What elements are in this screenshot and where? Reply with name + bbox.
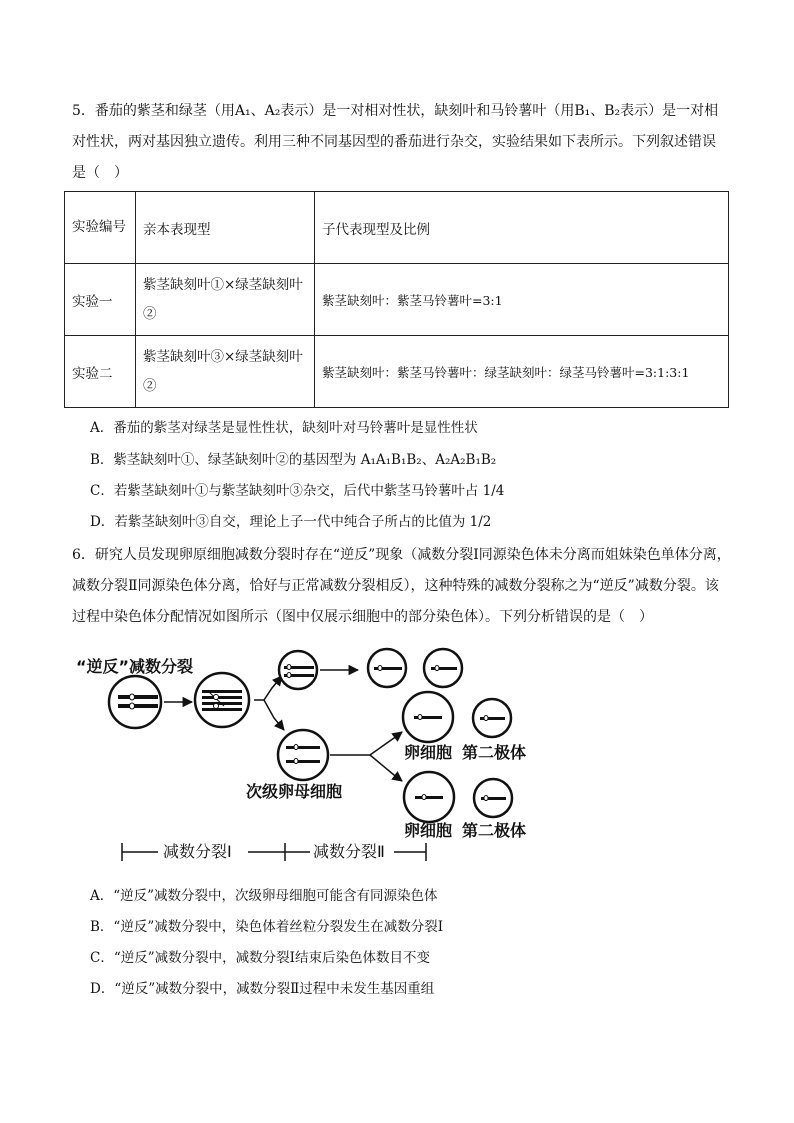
q5-table bbox=[64, 191, 729, 408]
egg-cell-1 bbox=[403, 692, 453, 742]
q5-stem-line1: 5．番茄的紫茎和绿茎（用A₁、A₂表示）是一对相对性状，缺刻叶和马铃薯叶（用B₁、B₂表示）是一对相 bbox=[72, 103, 719, 119]
q5-stem-line2: 对性状，两对基因独立遗传。利用三种不同基因型的番茄进行杂交，实验结果如下表所示。下列叙述错误 bbox=[72, 134, 716, 150]
figure-title: “逆反”减数分裂 bbox=[76, 657, 194, 676]
polar-body-daughter-1 bbox=[368, 649, 406, 687]
q6-option-c[interactable]: C．“逆反”减数分裂中，减数分裂Ⅰ结束后染色体数目不变 bbox=[90, 950, 430, 966]
primary-oocyte-cell bbox=[109, 676, 161, 728]
row1-parents: 紫茎缺刻叶①×绿茎缺刻叶② bbox=[136, 264, 315, 336]
polar-body-label-1: 第二极体 bbox=[462, 743, 527, 762]
row2-parents: 紫茎缺刻叶③×绿茎缺刻叶② bbox=[136, 336, 315, 408]
row1-id: 实验一 bbox=[65, 264, 136, 336]
q5-stem bbox=[72, 96, 732, 189]
table-row bbox=[65, 336, 729, 408]
egg-cell-2 bbox=[404, 772, 454, 822]
table-row bbox=[65, 264, 729, 336]
q5-option-d[interactable]: D．若紫茎缺刻叶③自交，理论上子一代中纯合子所占的比值为 1/2 bbox=[90, 514, 492, 530]
phase2-label: 减数分裂Ⅱ bbox=[313, 842, 385, 861]
q6-stem bbox=[72, 540, 732, 633]
table-header-row bbox=[65, 192, 729, 264]
q5-option-c[interactable]: C．若紫茎缺刻叶①与紫茎缺刻叶③杂交，后代中紫茎马铃薯叶占 1/4 bbox=[90, 483, 505, 499]
phase1-label: 减数分裂Ⅰ bbox=[163, 842, 232, 861]
egg-label-2: 卵细胞 bbox=[404, 821, 453, 840]
header-parents: 亲本表现型 bbox=[136, 192, 315, 264]
q6-stem-line1: 6．研究人员发现卵原细胞减数分裂时存在“逆反”现象（减数分裂Ⅰ同源染色体未分离而姐妹染色单体分离， bbox=[72, 547, 731, 563]
row2-offspring: 紫茎缺刻叶：紫茎马铃薯叶：绿茎缺刻叶：绿茎马铃薯叶=3:1:3:1 bbox=[315, 336, 729, 408]
tetrad-cell bbox=[195, 673, 249, 727]
row2-id: 实验二 bbox=[65, 336, 136, 408]
egg-label-1: 卵细胞 bbox=[404, 743, 453, 762]
q6-option-d[interactable]: D．“逆反”减数分裂中，减数分裂Ⅱ过程中未发生基因重组 bbox=[90, 981, 435, 997]
first-polar-body bbox=[279, 651, 317, 689]
q6-stem-line2: 减数分裂Ⅱ同源染色体分离，恰好与正常减数分裂相反），这种特殊的减数分裂称之为“逆反”减数分裂。该 bbox=[72, 578, 719, 594]
second-polar-body-1 bbox=[473, 699, 511, 737]
q6-option-a[interactable]: A．“逆反”减数分裂中，次级卵母细胞可能含有同源染色体 bbox=[90, 888, 438, 904]
q6-stem-line3: 过程中染色体分配情况如图所示（图中仅展示细胞中的部分染色体）。下列分析错误的是（ ） bbox=[72, 609, 653, 625]
header-exp-id: 实验编号 bbox=[65, 192, 136, 264]
second-polar-body-2 bbox=[474, 779, 512, 817]
row1-offspring: 紫茎缺刻叶：紫茎马铃薯叶=3:1 bbox=[315, 264, 729, 336]
meiosis-diagram bbox=[64, 640, 544, 870]
secondary-oocyte-cell bbox=[278, 730, 328, 780]
secondary-oocyte-label: 次级卵母细胞 bbox=[246, 782, 343, 801]
q6-option-b[interactable]: B．“逆反”减数分裂中，染色体着丝粒分裂发生在减数分裂Ⅰ bbox=[90, 919, 444, 935]
q5-stem-line3: 是（ ） bbox=[72, 165, 128, 181]
header-offspring: 子代表现型及比例 bbox=[315, 192, 729, 264]
q5-option-b[interactable]: B．紫茎缺刻叶①、绿茎缺刻叶②的基因型为 A₁A₁B₁B₂、A₂A₂B₁B₂ bbox=[90, 452, 497, 468]
q5-option-a[interactable]: A．番茄的紫茎对绿茎是显性性状，缺刻叶对马铃薯叶是显性性状 bbox=[90, 420, 478, 436]
polar-body-daughter-2 bbox=[424, 649, 462, 687]
polar-body-label-2: 第二极体 bbox=[462, 821, 527, 840]
